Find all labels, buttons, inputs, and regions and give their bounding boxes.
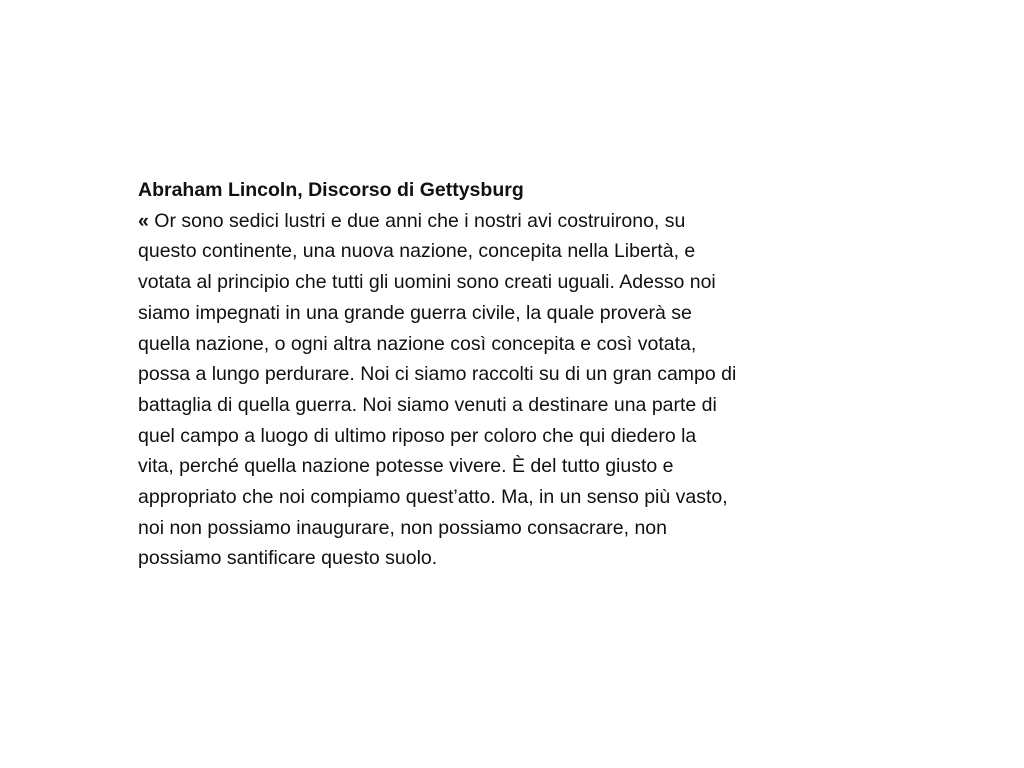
speech-line: possiamo santificare questo suolo. (138, 547, 438, 570)
speech-line: battaglia di quella guerra. Noi siamo venuti a destinare una parte di (138, 393, 717, 416)
speech-line (138, 206, 898, 237)
speech-line: quella nazione, o ogni altra nazione così concepita e così votata, (138, 332, 697, 355)
speech-line: possa a lungo perdurare. Noi ci siamo raccolti su di un gran campo di (138, 363, 737, 386)
speech-line: siamo impegnati in una grande guerra civile, la quale proverà se (138, 301, 692, 324)
speech-line: quel campo a luogo di ultimo riposo per coloro che qui diedero la (138, 424, 697, 447)
speech-line: questo continente, una nuova nazione, concepita nella Libertà, e (138, 240, 696, 263)
speech-line: noi non possiamo inaugurare, non possiamo consacrare, non (138, 516, 667, 539)
speech-text-block (138, 175, 898, 574)
speech-line: vita, perché quella nazione potesse vivere. È del tutto giusto e (138, 455, 674, 478)
speech-line-text: Or sono sedici lustri e due anni che i nostri avi costruirono, su (148, 209, 686, 232)
speech-line: appropriato che noi compiamo quest’atto. Ma, in un senso più vasto, (138, 486, 728, 509)
speech-title: Abraham Lincoln, Discorso di Gettysburg (138, 179, 524, 201)
opening-quote-mark: « (138, 209, 149, 232)
speech-line: votata al principio che tutti gli uomini sono creati uguali. Adesso noi (138, 271, 716, 294)
